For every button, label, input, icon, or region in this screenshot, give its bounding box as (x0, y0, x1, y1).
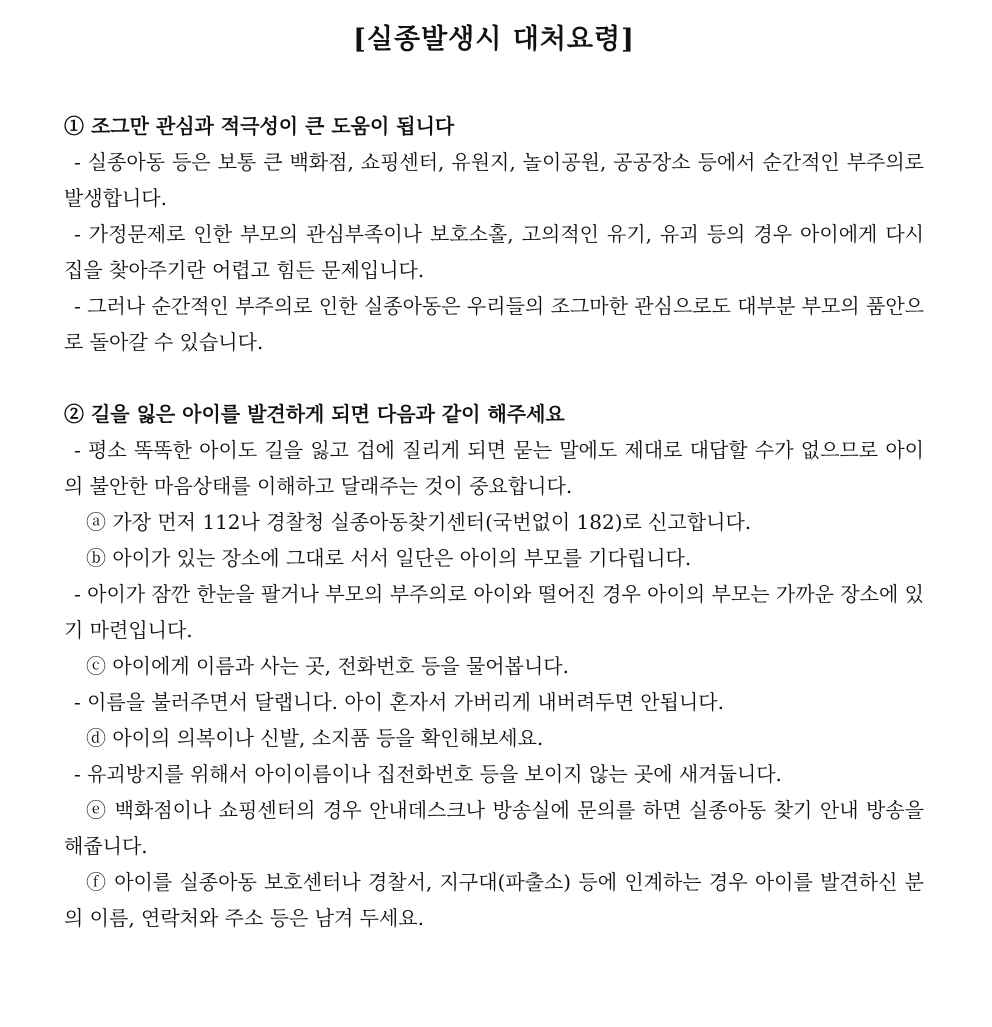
paragraph: - 그러나 순간적인 부주의로 인한 실종아동은 우리들의 조그마한 관심으로도 대부분 부모의 품안으로 돌아갈 수 있습니다. (64, 294, 924, 354)
paragraph: - 평소 똑똑한 아이도 길을 잃고 겁에 질리게 되면 묻는 말에도 제대로 대답할 수가 없으므로 아이의 불안한 마음상태를 이해하고 달래주는 것이 중요합니다. (64, 438, 924, 498)
document-page (64, 18, 924, 936)
list-item: ⓔ 백화점이나 쇼핑센터의 경우 안내데스크나 방송실에 문의를 하면 실종아동 찾기 안내 방송을 해줍니다. (64, 798, 924, 858)
list-item: ⓓ 아이의 의복이나 신발, 소지품 등을 확인해보세요. (86, 726, 544, 750)
list-item: ⓐ 가장 먼저 112나 경찰청 실종아동찾기센터(국번없이 182)로 신고합니다. (86, 510, 752, 534)
list-item: ⓒ 아이에게 이름과 사는 곳, 전화번호 등을 물어봅니다. (86, 654, 569, 678)
section-1 (64, 108, 924, 360)
paragraph: - 유괴방지를 위해서 아이이름이나 집전화번호 등을 보이지 않는 곳에 새겨둡니다. (74, 762, 782, 786)
document-title: [실종발생시 대처요령] (353, 24, 635, 55)
section-heading: ② 길을 잃은 아이를 발견하게 되면 다음과 같이 해주세요 (64, 402, 565, 426)
paragraph: - 실종아동 등은 보통 큰 백화점, 쇼핑센터, 유원지, 놀이공원, 공공장소 등에서 순간적인 부주의로 발생합니다. (64, 150, 924, 210)
list-item: ⓑ 아이가 있는 장소에 그대로 서서 일단은 아이의 부모를 기다립니다. (86, 546, 692, 570)
section-heading: ① 조그만 관심과 적극성이 큰 도움이 됩니다 (64, 114, 455, 138)
section-2 (64, 396, 924, 936)
paragraph: - 가정문제로 인한 부모의 관심부족이나 보호소홀, 고의적인 유기, 유괴 등의 경우 아이에게 다시 집을 찾아주기란 어렵고 힘든 문제입니다. (64, 222, 924, 282)
list-item: ⓕ 아이를 실종아동 보호센터나 경찰서, 지구대(파출소) 등에 인계하는 경우 아이를 발견하신 분의 이름, 연락처와 주소 등은 남겨 두세요. (64, 870, 924, 930)
paragraph: - 이름을 불러주면서 달랩니다. 아이 혼자서 가버리게 내버려두면 안됩니다. (74, 690, 724, 714)
paragraph: - 아이가 잠깐 한눈을 팔거나 부모의 부주의로 아이와 떨어진 경우 아이의 부모는 가까운 장소에 있기 마련입니다. (64, 582, 924, 642)
